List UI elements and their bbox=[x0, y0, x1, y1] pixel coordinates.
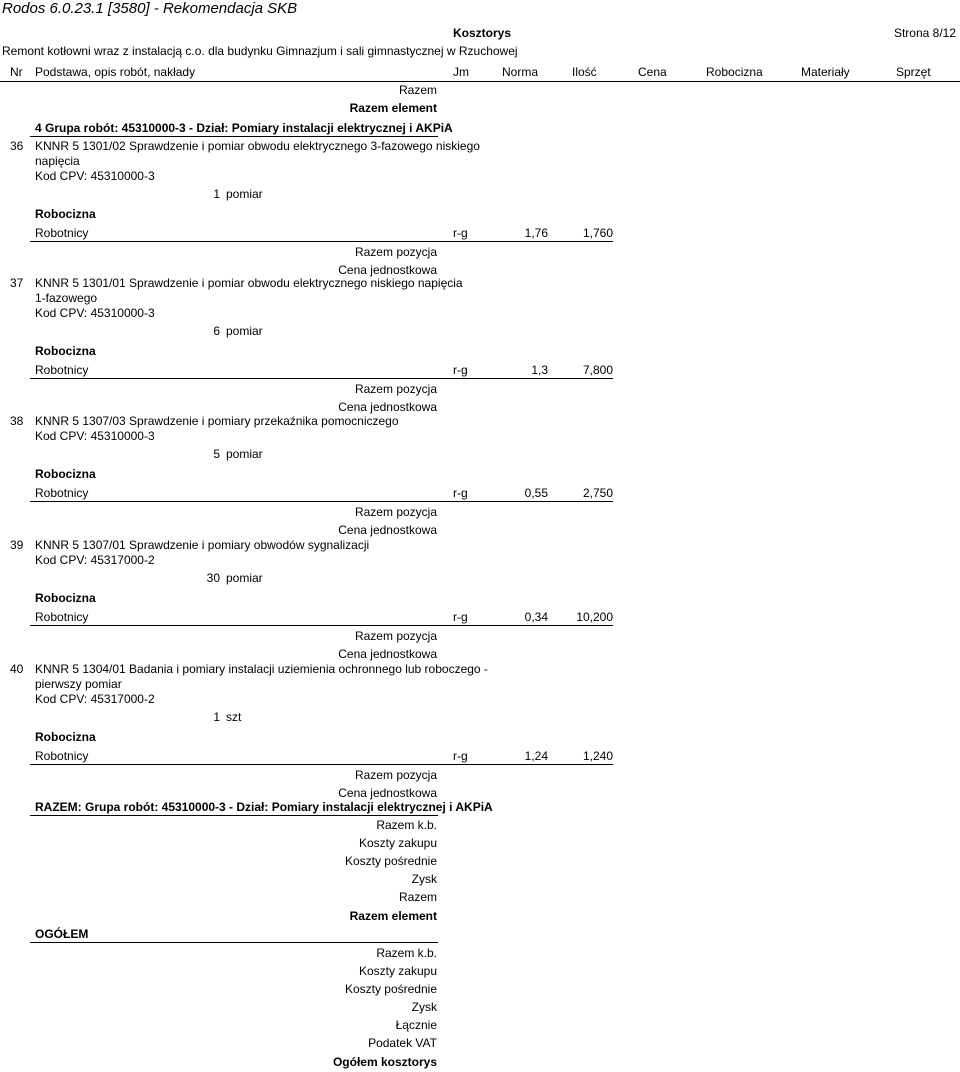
col-norma: Norma bbox=[502, 65, 539, 79]
unit-rg: r-g bbox=[453, 363, 468, 377]
col-sprzet: Sprzęt bbox=[896, 65, 931, 79]
cena-jednostkowa-label: Cena jednostkowa bbox=[338, 786, 437, 800]
item-nr: 37 bbox=[10, 276, 24, 290]
item-quantity: 1 bbox=[213, 187, 220, 201]
item-quantity: 5 bbox=[213, 447, 220, 461]
razem-pozycja-label: Razem pozycja bbox=[354, 245, 437, 259]
total-title: OGÓŁEM bbox=[35, 927, 89, 941]
page-number: Strona 8/12 bbox=[893, 26, 956, 40]
robotnicy-label: Robotnicy bbox=[35, 610, 89, 624]
robotnicy-label: Robotnicy bbox=[35, 749, 89, 763]
item-nr: 36 bbox=[10, 139, 24, 153]
item-nr: 39 bbox=[10, 538, 24, 552]
project-title: Remont kotłowni wraz z instalacją c.o. dla budynku Gimnazjum i sali gimnastycznej w Rzuchowej bbox=[2, 44, 518, 58]
norma-value: 0,34 bbox=[524, 610, 548, 624]
razem-pozycja-label: Razem pozycja bbox=[354, 382, 437, 396]
ilosc-value: 2,750 bbox=[582, 486, 613, 500]
item-description: KNNR 5 1307/03 Sprawdzenie i pomiary przekaźnika pomocniczego bbox=[35, 414, 399, 428]
group-summary-title: RAZEM: Grupa robót: 45310000-3 - Dział: Pomiary instalacji elektrycznej i AKPiA bbox=[35, 800, 493, 814]
item-nr: 38 bbox=[10, 414, 24, 428]
norma-value: 0,55 bbox=[524, 486, 548, 500]
item-cpv-code: Kod CPV: 45310000-3 bbox=[35, 429, 155, 443]
unit-rg: r-g bbox=[453, 486, 468, 500]
razem-pozycja-label: Razem pozycja bbox=[354, 505, 437, 519]
group-title: 4 Grupa robót: 45310000-3 - Dział: Pomiary instalacji elektrycznej i AKPiA bbox=[35, 121, 453, 135]
robotnicy-underline bbox=[30, 625, 613, 626]
total-line: Łącznie bbox=[395, 1018, 437, 1032]
cena-jednostkowa-label: Cena jednostkowa bbox=[338, 400, 437, 414]
ilosc-value: 1,760 bbox=[582, 226, 613, 240]
app-title: Rodos 6.0.23.1 [3580] - Rekomendacja SKB bbox=[2, 0, 298, 17]
summary-line: Zysk bbox=[411, 872, 437, 886]
cena-jednostkowa-label: Cena jednostkowa bbox=[338, 647, 437, 661]
norma-value: 1,24 bbox=[524, 749, 548, 763]
norma-value: 1,3 bbox=[531, 363, 548, 377]
cena-jednostkowa-label: Cena jednostkowa bbox=[338, 523, 437, 537]
col-cena: Cena bbox=[638, 65, 667, 79]
col-robocizna: Robocizna bbox=[706, 65, 763, 79]
robocizna-label: Robocizna bbox=[35, 344, 96, 358]
total-line: Koszty pośrednie bbox=[344, 982, 437, 996]
summary-line: Koszty zakupu bbox=[358, 836, 437, 850]
robocizna-label: Robocizna bbox=[35, 730, 96, 744]
total-line: Zysk bbox=[411, 1000, 437, 1014]
item-unit: pomiar bbox=[226, 324, 263, 338]
razem-element-label: Razem element bbox=[349, 101, 437, 115]
total-line: Koszty zakupu bbox=[358, 964, 437, 978]
ilosc-value: 7,800 bbox=[582, 363, 613, 377]
cena-jednostkowa-label: Cena jednostkowa bbox=[338, 263, 437, 277]
item-cpv-code: Kod CPV: 45310000-3 bbox=[35, 306, 155, 320]
robotnicy-label: Robotnicy bbox=[35, 486, 89, 500]
razem-pozycja-label: Razem pozycja bbox=[354, 629, 437, 643]
item-cpv-code: Kod CPV: 45317000-2 bbox=[35, 553, 155, 567]
norma-value: 1,76 bbox=[524, 226, 548, 240]
item-description: KNNR 5 1301/01 Sprawdzenie i pomiar obwodu elektrycznego niskiego napięcia bbox=[35, 276, 463, 290]
total-underline bbox=[30, 942, 438, 943]
robotnicy-label: Robotnicy bbox=[35, 363, 89, 377]
unit-rg: r-g bbox=[453, 749, 468, 763]
header-divider bbox=[0, 81, 960, 82]
total-line: Podatek VAT bbox=[368, 1036, 437, 1050]
summary-line: Razem bbox=[398, 890, 437, 904]
item-description-cont: pierwszy pomiar bbox=[35, 677, 122, 691]
item-unit: pomiar bbox=[226, 187, 263, 201]
item-unit: pomiar bbox=[226, 447, 263, 461]
robotnicy-label: Robotnicy bbox=[35, 226, 89, 240]
item-quantity: 30 bbox=[206, 571, 220, 585]
col-ilosc: Ilość bbox=[572, 65, 597, 79]
item-quantity: 6 bbox=[213, 324, 220, 338]
item-description: KNNR 5 1307/01 Sprawdzenie i pomiary obwodów sygnalizacji bbox=[35, 538, 370, 552]
summary-element: Razem element bbox=[349, 909, 437, 923]
robocizna-label: Robocizna bbox=[35, 207, 96, 221]
razem-label: Razem bbox=[398, 83, 437, 97]
robocizna-label: Robocizna bbox=[35, 467, 96, 481]
razem-pozycja-label: Razem pozycja bbox=[354, 768, 437, 782]
robotnicy-underline bbox=[30, 764, 613, 765]
group-summary-underline bbox=[30, 815, 438, 816]
unit-rg: r-g bbox=[453, 226, 468, 240]
item-nr: 40 bbox=[10, 662, 24, 676]
robotnicy-underline bbox=[30, 501, 613, 502]
col-materialy: Materiały bbox=[801, 65, 850, 79]
summary-line: Koszty pośrednie bbox=[344, 854, 437, 868]
unit-rg: r-g bbox=[453, 610, 468, 624]
item-description-cont: napięcia bbox=[35, 154, 80, 168]
col-jm: Jm bbox=[453, 65, 469, 79]
robotnicy-underline bbox=[30, 378, 613, 379]
robotnicy-underline bbox=[30, 241, 613, 242]
item-unit: pomiar bbox=[226, 571, 263, 585]
ilosc-value: 1,240 bbox=[582, 749, 613, 763]
item-unit: szt bbox=[226, 710, 242, 724]
group-title-underline bbox=[30, 136, 438, 137]
item-description: KNNR 5 1304/01 Badania i pomiary instalacji uziemienia ochronnego lub roboczego - bbox=[35, 662, 488, 676]
col-opis: Podstawa, opis robót, nakłady bbox=[35, 65, 196, 79]
total-line: Razem k.b. bbox=[376, 946, 437, 960]
ilosc-value: 10,200 bbox=[576, 610, 613, 624]
item-quantity: 1 bbox=[213, 710, 220, 724]
doc-type: Kosztorys bbox=[453, 26, 512, 40]
item-cpv-code: Kod CPV: 45317000-2 bbox=[35, 692, 155, 706]
total-final: Ogółem kosztorys bbox=[332, 1055, 437, 1069]
item-description: KNNR 5 1301/02 Sprawdzenie i pomiar obwodu elektrycznego 3-fazowego niskiego bbox=[35, 139, 480, 153]
summary-line: Razem k.b. bbox=[376, 818, 437, 832]
robocizna-label: Robocizna bbox=[35, 591, 96, 605]
item-cpv-code: Kod CPV: 45310000-3 bbox=[35, 169, 155, 183]
item-description-cont: 1-fazowego bbox=[35, 291, 98, 305]
col-nr: Nr bbox=[10, 65, 23, 79]
